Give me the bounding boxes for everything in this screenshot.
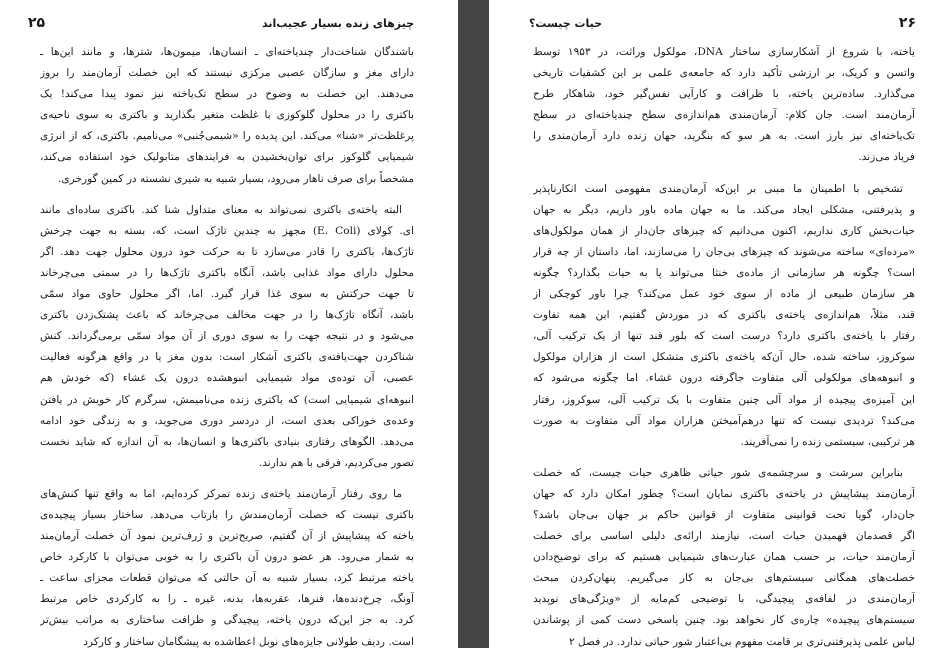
text-line: تک‌یاخته‌ای نیز بارز است. به هر سو که بنگرید، جهان زنده دارد آرمان‌مندی را [533, 130, 915, 143]
text-line: و پذیرفتنی، مشکلی ایجاد می‌کند. ما به جهان ماده باور داریم، دیگر به جهان [533, 203, 915, 216]
right-running-title: حیات چیست؟ [529, 16, 603, 30]
left-page-number: ۲۵ [28, 15, 46, 31]
text-line: آرمان‌مندی در لفافه‌ی پیچیدگی، با توضیحی کم‌مایه از «ویژگی‌های نوپدید [533, 593, 915, 606]
text-line: تصور می‌کردیم، فرقی با هم ندارند. [258, 456, 414, 469]
left-page-header [28, 12, 414, 34]
book-gutter [458, 0, 489, 648]
right-page-body [533, 42, 915, 648]
text-line: محلول دارای مواد غذایی باشد، آنگاه باکتری تاژک‌ها را در سمتی می‌چرخاند [40, 266, 414, 279]
text-line: یاخته مرتبط کرد، بسیار شبیه به آن حالتی که می‌توان قطعات مجزای ساعت ـ [40, 572, 414, 585]
text-line: تاژک‌ها، باکتری را قادر می‌سازد تا به حرکت خود درون محلول جهت دهد. اگر [40, 245, 414, 258]
text-line: می‌دهد. الگوهای رفتاری بنیادی باکتری‌ها و انسان‌ها، به آن اندازه که شاید نخست [40, 435, 414, 448]
paragraph-gap [40, 190, 414, 200]
text-line: پرغلظت‌تر «شنا» می‌کند. این پدیده را «شیمی‌جُنبی» می‌نامیم. باکتری، که از انرژی [40, 130, 414, 143]
text-line: جان‌دار، گویا تحت قوانینی متفاوت از قوانین حاکم بر جهان بی‌جان باشد؟ [533, 508, 915, 521]
text-line: بنابراین سرشت و سرچشمه‌ی شور حیاتی ظاهری حیات چیست، که خصلت [533, 466, 903, 479]
text-line: فریاد می‌زند. [858, 151, 915, 164]
text-line: می‌دهند. این خصلت به وضوح در سطح تک‌یاخته نیز نمود پیدا می‌کند! یک [40, 88, 414, 101]
text-line: باشد، آنگاه تاژک‌ها را در جهت مخالف می‌چرخاند که باعث پشتک‌زدن باکتری [40, 309, 414, 322]
text-line: یاخته، با شروع از آشکارسازی ساختار DNA، مولکول وراثت، در ۱۹۵۳ توسط [533, 46, 915, 58]
text-line: دارای مغز و سازگان عصبی مرکزی نیستند که این خصلت آرمان‌مند را بروز [40, 67, 414, 80]
text-line: کرد. به جز این‌که درون یاخته، پیچیدگی و ظرافت ساختاری به مراتب بیش‌تر [40, 614, 414, 627]
text-line: است؟ چگونه هر سازمانی از ماده‌ی خنثا می‌تواند پا به حیات بگذارد؟ چگونه [533, 266, 915, 279]
right-page [489, 0, 948, 648]
text-line: مشخصاً برای صرف ناهار می‌رود، بسیار شبیه به شیری نشسته در کمین گورخری. [57, 172, 414, 185]
paragraph-gap [533, 453, 915, 463]
text-line: می‌کند؟ تردیدی نیست که تنها درهم‌آمیختن هزاران مواد آلی متفاوت به صورت [533, 414, 915, 427]
text-line: یاخته که پیشاپیش از آن گفتیم، صریح‌ترین و ژرف‌ترین نمود آن خصلت آرمان‌مند [40, 530, 414, 543]
paragraph-gap [533, 169, 915, 179]
text-line: و انبوهه‌های مولکولی آلی متفاوت جاگرفته درون غشاء. اما چگونه می‌شود که [533, 372, 915, 385]
right-page-header [529, 12, 916, 34]
text-line: تشخیص با اطمینان ما مبنی بر این‌که آرمان‌مندی مفهومی است انکارناپذیر [533, 182, 903, 195]
text-line: هر سازمان طبیعی از ماده از سوی خود عمل می‌کند؟ چرا باور کوچکی از [533, 288, 915, 301]
left-page-body [40, 42, 414, 648]
paragraph-gap [40, 474, 414, 484]
text-line: آرمان‌مند است. جان کلام: آرمان‌مندی هم‌اندازه‌ی سطح چندیاخته‌ای در سطح [533, 109, 915, 122]
text-line: شناکردن جهت‌یافته‌ی باکتری آشکار است: بدون مغز یا در واقع هرگونه فعالیت [40, 351, 414, 364]
left-running-title: چیزهای زنده بسیار عجیب‌اند [261, 16, 414, 30]
text-line: خصلت‌های همگانی سیستم‌های بی‌جان به کار می‌گیریم. پنهان‌کردن مبحث [533, 572, 915, 585]
text-line: قند، مثلاً، هم‌اندازه‌ی یاخته‌ی باکتری که در موردش گفتیم، این همه تفاوت [533, 309, 915, 322]
text-line: البته یاخته‌ی باکتری نمی‌تواند به معنای متداول شنا کند. باکتری ساده‌ای مانند [40, 203, 402, 216]
right-page-number: ۲۶ [898, 15, 916, 31]
text-line: ما روی رفتار آرمان‌مند یاخته‌ی زنده تمرکز کرده‌ایم، اما به واقع تنها کنش‌های [40, 487, 402, 500]
left-page [0, 0, 458, 648]
text-line: شیمیایی گلوکوز برای توان‌بخشیدن به فرایندهای متابولیک خود استفاده می‌کند، [40, 151, 414, 164]
text-line: عصبی، آن توده‌ی مواد شیمیایی انبوهشده درون یک غشاء (که خودش هم [40, 372, 414, 385]
text-line: لباس علمی پذیرفتنی‌تری بر قامت مفهوم بی‌اعتبار شور حیاتی ندارد. در فصل ۲ [568, 635, 915, 648]
text-line: به شمار می‌رود. هر عضو درون آن باکتری را به خوبی می‌توان با کارکرد خاص [40, 551, 414, 564]
text-line: «مرده‌ای» ساخته می‌شوند که چیزهای بی‌جان را می‌سازند، اما، داستان از چه قرار [533, 245, 915, 258]
text-line: رفتار با یاخته‌ی باکتری دارد؟ درست است که بلور قند تنها از یک ترکیب آلی، [533, 330, 915, 343]
text-line: سیستم‌های پیچیده» چاره‌ی کار نخواهد بود. چنین پاسخی دست کمی از پوشاندن [533, 614, 915, 627]
text-line: اگر قصدمان فهمیدن حیات است، نیازمند ارائه‌ی دلیلی اساسی برای خصلت [533, 530, 915, 543]
text-line: است. ردیف طولانی جایزه‌های نوبل اعطاشده به پیشگامان ساختار و کارکرد [83, 635, 414, 648]
text-line: آونگ، چرخ‌دنده‌ها، فنرها، عقربه‌ها، بدنه، غیره ـ را به کارکردی خاص مرتبط [40, 593, 414, 606]
text-line: واتسن و کریک، بر ارزشی تأکید دارد که جامعه‌ی علمی بر این کشفیات تاریخی [533, 67, 915, 80]
text-line: می‌شود و در نتیجه جهت را به سوی دوری از آن مواد سمّی برمی‌گرداند. کنش [40, 330, 414, 343]
text-line: انبوهه‌ای شیمیایی است) که باکتری زنده می‌نامیمش، سرگرم کار خویش در یافتن [40, 393, 414, 406]
text-line: باکتری را در محلول گلوکوزی با غلظت متغیر بگذارید و باکتری به سوی ناحیه‌ی [40, 109, 414, 122]
text-line: هر ترکیبی، سیستمی زنده را نمی‌آفریند. [740, 435, 915, 448]
text-line: وعده‌ی خوراکی بعدی است، از دردسر دوری می‌جوید، و به زندگی خود ادامه [40, 414, 414, 427]
text-line: این آمیزه‌ی پیچیده از مواد آلی چنین متفاوت با یک ترکیب آلی، سوکروز، رفتار [533, 393, 915, 406]
text-line: آرمان‌مند حیات، بر حسب همان عبارت‌های شیمیایی هستیم که برای توضیح‌دادن [533, 551, 915, 564]
text-line: می‌گذارد. ساده‌ترین یاخته، با ظرافت و کارآیی نفس‌گیر خود، شاهکار طرح [533, 88, 915, 101]
text-line: حیات‌بخش کاری نداریم، اکنون می‌دانیم که چیزهای جان‌دار از همان مولکول‌های [533, 224, 915, 237]
text-line: باکتری نیست که خصلت آرمان‌مندش را بازتاب می‌دهد. ساختار بسیار پیچیده‌ی [40, 508, 414, 521]
text-line: باشندگان شناخت‌دار چندیاخته‌ای ـ انسان‌ها، میمون‌ها، شترها، و مانند این‌ها ـ [40, 46, 414, 58]
text-line: آرمان‌مند پیشاپیش در یاخته‌ی باکتری نمایان است؟ چطور امکان دارد که جهان [533, 487, 915, 500]
text-line: سوکروز، ساخته شده، حال آن‌که یاخته‌ی باکتری متشکل است از هزاران مولکول [533, 351, 915, 364]
text-line: تا جهت حرکتش به سوی غذا قرار گیرد. اما، اگر محلول حاوی مواد سمّی [40, 288, 414, 301]
text-line: ای. کولای (E. Coli) مجهز به چندین تاژک است، که، بسته به جهت چرخش [40, 224, 414, 237]
